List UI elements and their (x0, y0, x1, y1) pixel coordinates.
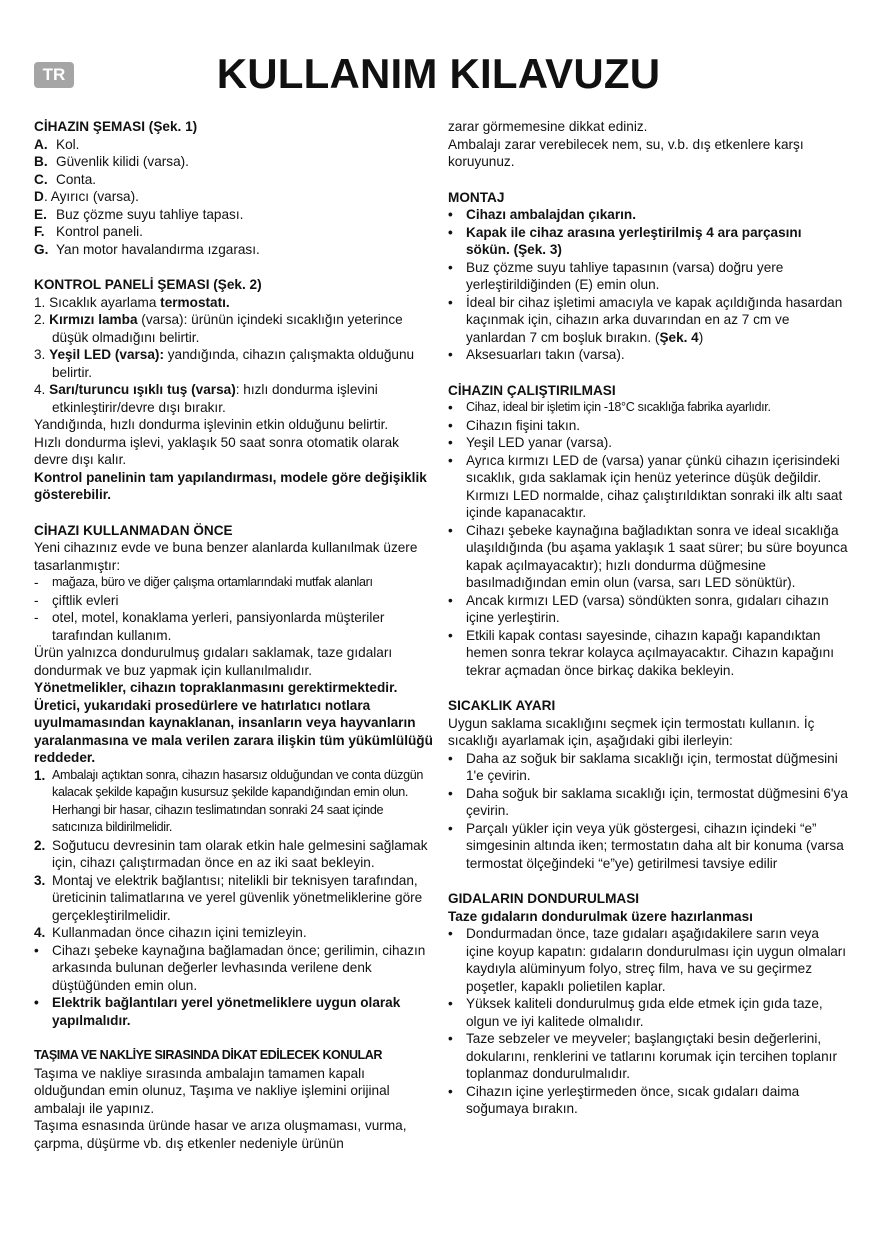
list-item: • Cihazı ambalajdan çıkarın. (448, 207, 636, 222)
list-item: • Etkili kapak contası sayesinde, cihazın kapağı kapandıktan hemen sonra tekrar kolayca açılmayacaktır. Cihazın kapağını tekrar açmadan önce birkaç dakika bekleyin. (448, 627, 834, 678)
list-item: G. Yan motor havalandırma ızgarası. (34, 241, 260, 257)
warning-paragraph: Yönetmelikler, cihazın topraklanmasını gerektirmektedir. Üretici, yukarıdaki prosedürlere ve hatırlatıcı notlara uyulmamasından kaynaklanan, insanların veya hayvanların yaralanmasına ve mala verilen zarara ilişkin tüm yükümlülüğü reddeder. (34, 680, 433, 765)
list-item: 4. Kullanmadan önce cihazın içini temizleyin. (34, 925, 307, 940)
list-item: • Daha az soğuk bir saklama sıcaklığı için, termostat düğmesini 1'e çevirin. (448, 750, 838, 783)
subheading: Taze gıdaların dondurulmak üzere hazırlanması (448, 908, 753, 924)
list-item: • Cihazı şebeke kaynağına bağladıktan sonra ve ideal sıcaklığa ulaşıldığında (bu aşama yaklaşık 1 saat sürer; bu süre boyunca kapak açılmayacaktır); hızlı dondurma düğmesine basılmadığından emin olun (varsa, sarı LED sönüktür). (448, 522, 848, 590)
paragraph: Uygun saklama sıcaklığını seçmek için termostatı kullanın. İç sıcaklığı ayarlamak için, aşağıdaki gibi ilerleyin: (448, 715, 815, 748)
paragraph: Kontrol panelinin tam yapılandırması, modele göre değişiklik gösterebilir. (34, 469, 427, 502)
list-item: 4. Sarı/turuncu ışıklı tuş (varsa): hızlı dondurma işlevini etkinleştirir/devre dışı bırakır. (34, 382, 378, 415)
list-item: 3. Yeşil LED (varsa): yandığında, cihazın çalışmakta olduğunu belirtir. (34, 347, 415, 380)
section-heading-control-panel: KONTROL PANELİ ŞEMASI (Şek. 2) (34, 277, 262, 292)
section-heading-appliance-diagram: CİHAZIN ŞEMASI (Şek. 1) (34, 119, 198, 134)
right-column (448, 118, 848, 1118)
list-item: D . Ayırıcı (varsa). (34, 189, 139, 204)
list-item: • Cihaz, ideal bir işletim için -18°C sıcaklığa fabrika ayarlıdır. (448, 400, 771, 415)
list-item: - otel, motel, konaklama yerleri, pansiyonlarda müşteriler tarafından kullanım. (34, 610, 385, 643)
list-item: • Elektrik bağlantıları yerel yönetmeliklere uygun olarak yapılmalıdır. (34, 995, 401, 1028)
list-item: F. Kontrol paneli. (34, 224, 143, 239)
list-item: • Ancak kırmızı LED (varsa) söndükten sonra, gıdaları cihazın içine yerleştirin. (448, 592, 829, 625)
paragraph: Ambalajı zarar verebilecek nem, su, v.b. dış etkenlere karşı koruyunuz. (448, 136, 804, 169)
list-item: • Daha soğuk bir saklama sıcaklığı için, termostat düğmesini 6'ya çevirin. (448, 785, 848, 818)
list-item: 2. Soğutucu devresinin tam olarak etkin hale gelmesini sağlamak için, cihazı çalıştırmadan önce en az iki saat bekleyin. (34, 837, 428, 870)
list-item: • Ayrıca kırmızı LED de (varsa) yanar çünkü cihazın içerisindeki sıcaklık, gıda saklamak için henüz yeterince düşük değildir. Kırmızı LED normalde, cihaz çalıştırıldıktan sonraki ilk altı saat içinde kapanacaktır. (448, 452, 843, 520)
list-item: 1. Sıcaklık ayarlama termostatı. (34, 294, 230, 310)
list-item: A. Kol. (34, 136, 80, 152)
list-item: C. Conta. (34, 171, 97, 187)
list-item: E. Buz çözme suyu tahliye tapası. (34, 206, 244, 222)
section-heading-transport: TAŞIMA VE NAKLİYE SIRASINDA DİKAT EDİLECEK KONULAR (34, 1048, 382, 1062)
list-item: - mağaza, büro ve diğer çalışma ortamlarındaki mutfak alanları (34, 575, 373, 590)
section-heading-before-use: CİHAZI KULLANMADAN ÖNCE (34, 522, 233, 538)
list-item: • Kapak ile cihaz arasına yerleştirilmiş 4 ara parçasını sökün. (Şek. 3) (448, 224, 802, 257)
paragraph: Yeni cihazınız evde ve buna benzer alanlarda kullanılmak üzere tasarlanmıştır: (34, 540, 418, 573)
page-title: KULLANIM KILAVUZU (216, 50, 661, 97)
list-item: • Aksesuarları takın (varsa). (448, 347, 625, 362)
left-column (34, 118, 434, 1152)
list-item: • Cihazı şebeke kaynağına bağlamadan önce; gerilimin, cihazın arkasında bulunan değerler levhasında verilene denk düştüğünden emin olun. (34, 942, 426, 993)
section-heading-freezing: GIDALARIN DONDURULMASI (448, 891, 640, 906)
list-item: 1. Ambalajı açtıktan sonra, cihazın hasarsız olduğundan ve conta düzgün kalacak şekilde kapağın kusursuz şekilde kapandığından emin olun. Herhangi bir hasar, cihazın teslimatından sonraki 24 saat içinde satıcınıza bildirilmelidir. (34, 767, 424, 834)
list-item: • Yüksek kaliteli dondurulmuş gıda elde etmek için gıda taze, olgun ve iyi kalitede olmalıdır. (448, 996, 823, 1029)
paragraph: Taşıma esnasında üründe hasar ve arıza oluşmaması, vurma, çarpma, düşürme vb. dış etkenler nedeniyle ürünün (34, 1118, 407, 1151)
list-item: • Parçalı yükler için veya yük göstergesi, cihazın içindeki “e” simgesinin altında iken; termostatın daha alt bir konuma (varsa termostat ölçeğindeki “e”ye) getirilmesi tavsiye edilir (448, 820, 844, 871)
list-item: • Taze sebzeler ve meyveler; başlangıçtaki besin değerlerini, dokularını, renklerini ve tatlarını korumak için tercihen toplanır toplanmaz dondurulmalıdır. (448, 1031, 837, 1081)
paragraph: zarar görmemesine dikkat ediniz. (448, 119, 648, 134)
paragraph: Taşıma ve nakliye sırasında ambalajın tamamen kapalı olduğundan emin olunuz, Taşıma ve nakliye işlemini orijinal ambalajı ile yapınız. (34, 1065, 390, 1116)
section-heading-temperature: SICAKLIK AYARI (448, 698, 556, 713)
list-item: • Yeşil LED yanar (varsa). (448, 435, 613, 450)
language-badge: TR (34, 62, 74, 88)
paragraph: Hızlı dondurma işlevi, yaklaşık 50 saat sonra otomatik olarak devre dışı kalır. (34, 434, 399, 467)
list-item: - çiftlik evleri (34, 592, 119, 608)
section-heading-start-up: CİHAZIN ÇALIŞTIRILMASI (448, 382, 616, 398)
appliance-parts-list (34, 136, 434, 259)
list-item: 2. Kırmızı lamba (varsa): ürünün içindeki sıcaklığın yeterince düşük olmadığını belirtir. (34, 312, 403, 345)
list-item: • Dondurmadan önce, taze gıdaları aşağıdakilere sarın veya içine koyup kapatın: gıdaların dondurulması için uygun olmaları kaydıyla alüminyum folyo, streç film, hava ve su geçirmez poşetler, kapaklı polietilen kaplar. (448, 926, 847, 994)
list-item: 3. Montaj ve elektrik bağlantısı; nitelikli bir teknisyen tarafından, üreticinin talimatlarına ve yerel güvenlik yönetmeliklerine göre gerçekleştirilmelidir. (34, 872, 423, 923)
list-item: • Buz çözme suyu tahliye tapasının (varsa) doğru yere yerleştirildiğinden (E) emin olun. (448, 259, 784, 292)
list-item: • Cihazın içine yerleştirmeden önce, sıcak gıdaları daima soğumaya bırakın. (448, 1083, 800, 1116)
section-heading-installation: MONTAJ (448, 189, 505, 205)
list-item: • Cihazın fişini takın. (448, 417, 581, 433)
list-item: • İdeal bir cihaz işletimi amacıyla ve kapak açıldığında hasardan kaçınmak için, cihazın arka duvarından en az 7 cm ve yanlardan 7 cm boşluk bırakın. (Şek. 4) (448, 294, 843, 345)
paragraph: Yandığında, hızlı dondurma işlevinin etkin olduğunu belirtir. (34, 417, 389, 432)
list-item: B. Güvenlik kilidi (varsa). (34, 154, 189, 169)
paragraph: Ürün yalnızca dondurulmuş gıdaları saklamak, taze gıdaları dondurmak ve buz yapmak için kullanılmalıdır. (34, 645, 393, 678)
